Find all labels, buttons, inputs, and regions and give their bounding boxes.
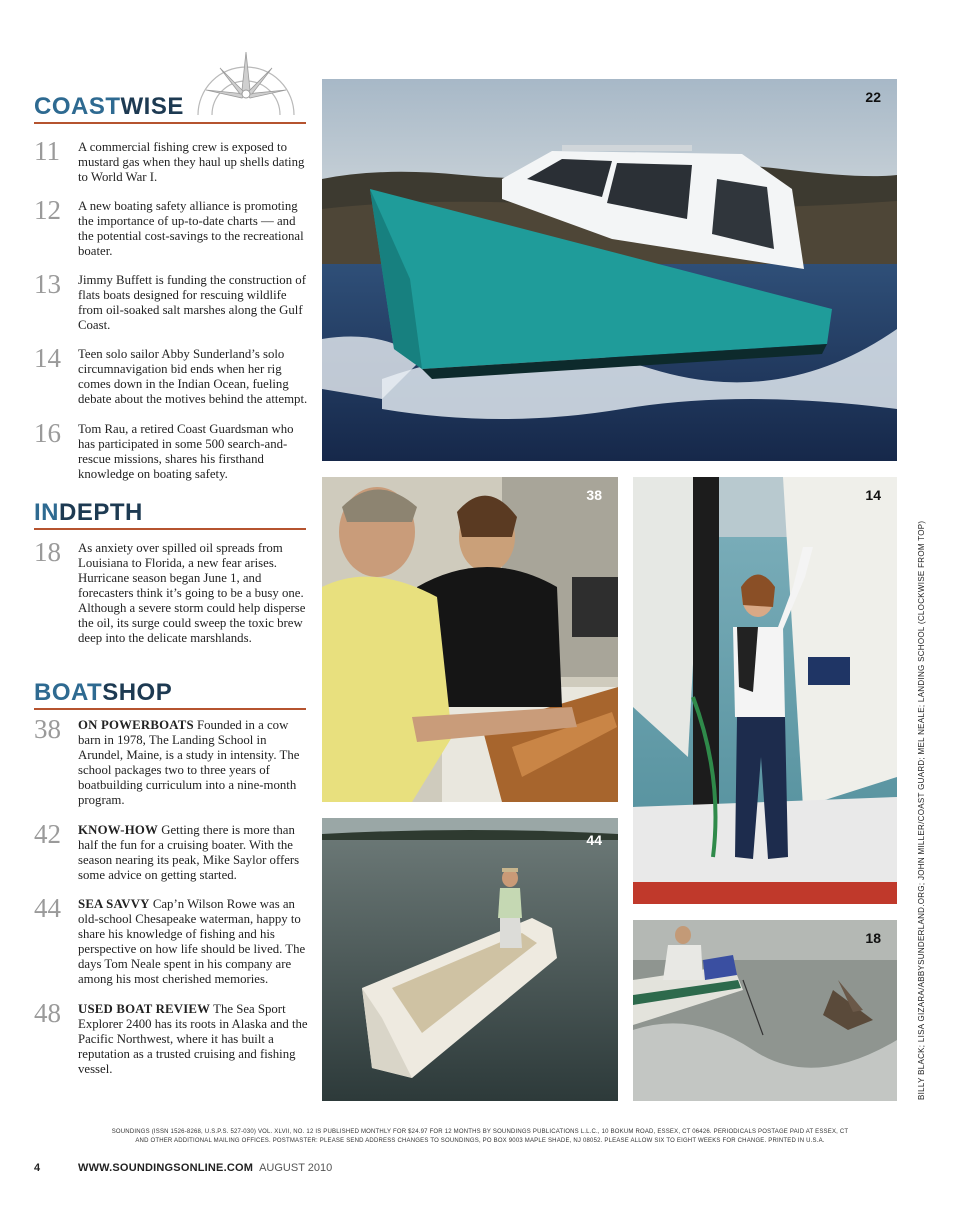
item-text: Tom Rau, a retired Coast Guardsman who has participated in some 500 search-and-rescue missions, shares his firsthand knowledge on boating safety. bbox=[78, 422, 294, 481]
coastwise-item-12 bbox=[34, 195, 309, 259]
heading-part-b: WISE bbox=[120, 93, 184, 120]
page-number: 48 bbox=[34, 998, 61, 1028]
heading-part-a: BOAT bbox=[34, 679, 103, 706]
item-kicker: KNOW-HOW bbox=[78, 823, 159, 837]
photo-pelican-rescue bbox=[633, 920, 897, 1101]
compass-rose-icon bbox=[190, 50, 300, 120]
heading-part-b: DEPTH bbox=[59, 499, 143, 526]
legal-line-2: AND OTHER ADDITIONAL MAILING OFFICES. POSTMASTER: PLEASE SEND ADDRESS CHANGES TO SOUNDINGS, PO BOX 9003 MAPLE SHADE, NJ 08052. PLEASE ALLOW SIX TO EIGHT WEEKS FOR CHANGE. PRINTED IN U.S.A. bbox=[135, 1137, 825, 1144]
photo-sailor bbox=[633, 477, 897, 904]
item-body: The Sea Sport Explorer 2400 has its roots in Alaska and the Pacific Northwest, where it has built a reputation as a trusted cruising and fishing vessel. bbox=[78, 1002, 308, 1076]
photo-skiff bbox=[322, 818, 618, 1101]
footer-website-link[interactable]: WWW.SOUNDINGSONLINE.COM bbox=[78, 1162, 254, 1174]
item-kicker: ON POWERBOATS bbox=[78, 718, 194, 732]
legal-notice bbox=[70, 1128, 890, 1145]
coastwise-item-11 bbox=[34, 136, 309, 185]
page-number: 18 bbox=[34, 537, 61, 567]
heading-part-b: SHOP bbox=[102, 679, 173, 706]
item-text bbox=[78, 1002, 309, 1077]
item-body: Cap’n Wilson Rowe was an old-school Chesapeake waterman, happy to share his knowledge of fishing and his perspective on how life should be lived. The days Tom Neale spent in his company are among his most cherished memories. bbox=[78, 897, 306, 986]
page-number: 16 bbox=[34, 418, 61, 448]
item-kicker: USED BOAT REVIEW bbox=[78, 1002, 211, 1016]
item-text: A commercial fishing crew is exposed to mustard gas when they haul up shells dating to World War I. bbox=[78, 140, 305, 184]
item-text: Teen solo sailor Abby Sunderland’s solo circumnavigation bid ends when her rig comes down in the Indian Ocean, fueling debate about the motives behind the attempt. bbox=[78, 347, 308, 406]
page-badge: 44 bbox=[586, 832, 602, 848]
footer-page-number: 4 bbox=[34, 1162, 41, 1174]
page-number: 14 bbox=[34, 343, 61, 373]
heading-part-a: IN bbox=[34, 499, 59, 526]
section-heading-indepth bbox=[34, 501, 306, 530]
item-text bbox=[78, 897, 309, 987]
page-number: 44 bbox=[34, 893, 61, 923]
page-number: 13 bbox=[34, 269, 61, 299]
page-badge: 22 bbox=[865, 89, 881, 105]
page-number: 42 bbox=[34, 819, 61, 849]
photo-powerboat bbox=[322, 79, 897, 461]
item-body: Getting there is more than half the fun for a cruising boater. With the season nearing its peak, Mike Saylor offers some advice on getting started. bbox=[78, 823, 300, 882]
heading-part-a: COAST bbox=[34, 93, 121, 120]
page-badge: 14 bbox=[865, 487, 881, 503]
item-text: Jimmy Buffett is funding the construction of flats boats designed for rescuing wildlife from oil-soaked salt marshes along the Gulf Coast. bbox=[78, 273, 306, 332]
page-number: 38 bbox=[34, 714, 61, 744]
footer-issue-date: AUGUST 2010 bbox=[259, 1162, 333, 1174]
item-kicker: SEA SAVVY bbox=[78, 897, 150, 911]
coastwise-item-13 bbox=[34, 269, 309, 333]
item-text: A new boating safety alliance is promoting the importance of up-to-date charts — and the potential cost-savings to the recreational boater. bbox=[78, 199, 304, 258]
page-number: 12 bbox=[34, 195, 61, 225]
boatshop-item-48 bbox=[34, 998, 309, 1077]
boatshop-item-38 bbox=[34, 714, 309, 808]
photo-credit: BILLY BLACK; LISA GIZARA/ABBYSUNDERLAND.ORG; JOHN MILLER/COAST GUARD; MEL NEALE; LANDING SCHOOL (CLOCKWISE FROM TOP) bbox=[917, 520, 926, 1100]
boatshop-item-44 bbox=[34, 893, 309, 987]
page-footer bbox=[34, 1162, 332, 1174]
legal-line-1: SOUNDINGS (ISSN 1526-8268, U.S.P.S. 527-030) VOL. XLVII, NO. 12 IS PUBLISHED MONTHLY FOR $24.97 FOR 12 MONTHS BY SOUNDINGS PUBLICATIONS L.L.C., 10 BOKUM ROAD, ESSEX, CT 06426. PERIODICALS POSTAGE PAID AT ESSEX, CT bbox=[111, 1129, 849, 1135]
coastwise-item-16 bbox=[34, 418, 309, 482]
indepth-item-18 bbox=[34, 537, 309, 646]
item-text bbox=[78, 823, 309, 883]
boatshop-item-42 bbox=[34, 819, 309, 883]
item-body: Founded in a cow barn in 1978, The Landing School in Arundel, Maine, is a study in intensity. The school packages two to three years of boatbuilding curriculum into a nine-month program. bbox=[78, 718, 300, 807]
page-number: 11 bbox=[34, 136, 60, 166]
section-heading-boatshop bbox=[34, 681, 306, 710]
coastwise-item-14 bbox=[34, 343, 309, 407]
item-text: As anxiety over spilled oil spreads from Louisiana to Florida, a new fear arises. Hurricane season began June 1, and forecasters think it’s going to be a busy one. Although a severe storm could help disperse the oil, its surge could sweep the toxic brew deep into the delicate marshlands. bbox=[78, 541, 306, 645]
item-text bbox=[78, 718, 309, 808]
page-badge: 18 bbox=[865, 930, 881, 946]
photo-workshop bbox=[322, 477, 618, 802]
page-badge: 38 bbox=[586, 487, 602, 503]
